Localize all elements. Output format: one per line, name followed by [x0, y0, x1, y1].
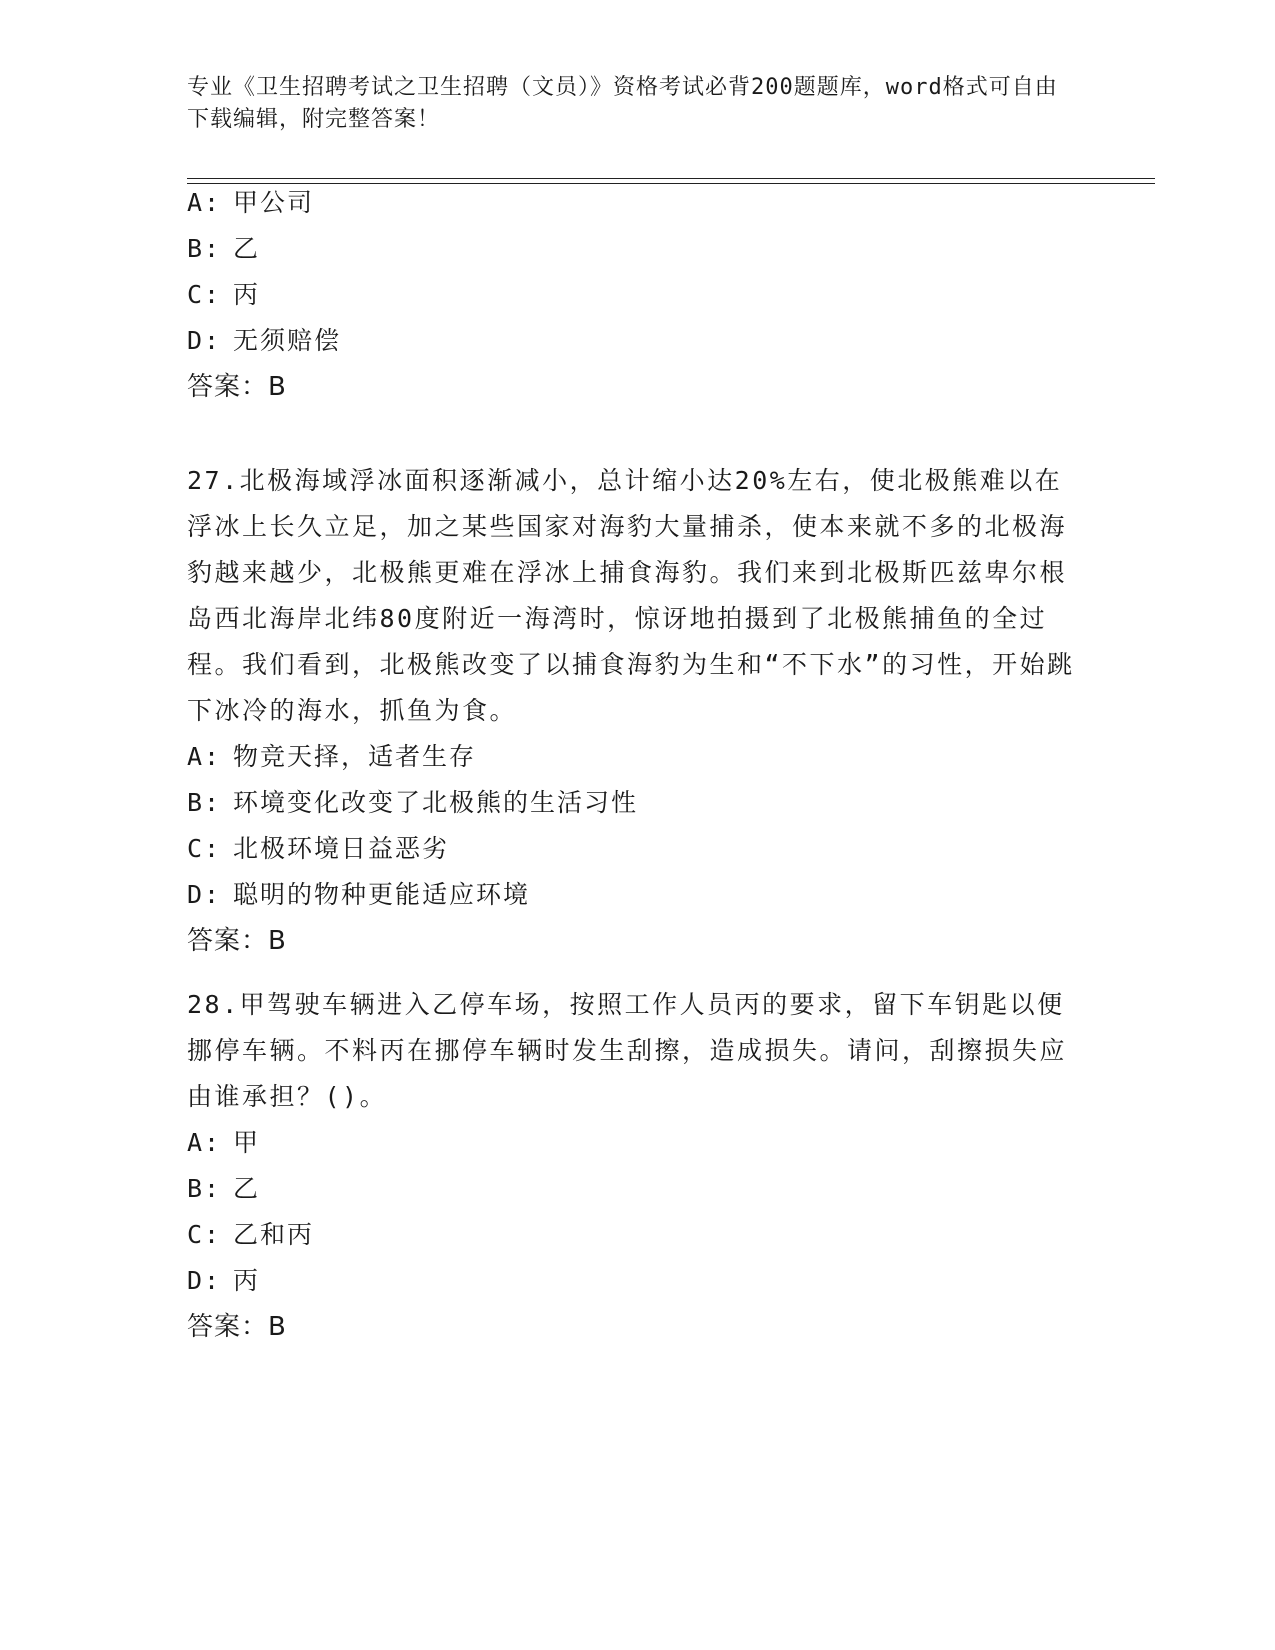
option-text: 乙	[233, 1174, 261, 1203]
option-d	[187, 318, 1087, 364]
option-text: 甲	[233, 1128, 261, 1157]
question-26-remainder	[187, 180, 1087, 410]
option-d	[187, 1258, 1087, 1304]
option-key: A:	[187, 1128, 222, 1157]
option-text: 聪明的物种更能适应环境	[233, 880, 531, 909]
option-key: C:	[187, 834, 222, 863]
option-b	[187, 1166, 1087, 1212]
option-text: 无须赔偿	[233, 326, 342, 355]
option-b	[187, 226, 1087, 272]
option-key: D:	[187, 326, 222, 355]
option-c	[187, 1212, 1087, 1258]
option-key: D:	[187, 880, 222, 909]
option-key: C:	[187, 1220, 222, 1249]
option-c	[187, 826, 1087, 872]
option-d	[187, 872, 1087, 918]
answer-line: 答案：B	[187, 926, 287, 956]
option-c	[187, 272, 1087, 318]
option-key: A:	[187, 742, 222, 771]
option-a	[187, 734, 1087, 780]
question-27	[187, 458, 1087, 964]
question-stem: 28.甲驾驶车辆进入乙停车场，按照工作人员丙的要求，留下车钥匙以便挪停车辆。不料丙在挪停车辆时发生刮擦，造成损失。请问，刮擦损失应由谁承担？()。	[187, 990, 1068, 1111]
option-text: 物竞天择，适者生存	[233, 742, 477, 771]
document-header: 专业《卫生招聘考试之卫生招聘（文员）》资格考试必背200题题库，word格式可自由下载编辑，附完整答案！	[187, 75, 1058, 132]
option-text: 乙和丙	[233, 1220, 315, 1249]
option-text: 北极环境日益恶劣	[233, 834, 450, 863]
option-text: 乙	[233, 234, 261, 263]
option-key: B:	[187, 1174, 222, 1203]
option-key: C:	[187, 280, 222, 309]
option-text: 丙	[233, 280, 261, 309]
option-text: 丙	[233, 1266, 261, 1295]
option-text: 甲公司	[233, 188, 315, 217]
header-divider-top	[187, 178, 1155, 179]
option-key: B:	[187, 788, 222, 817]
option-key: A:	[187, 188, 222, 217]
option-b	[187, 780, 1087, 826]
option-a	[187, 180, 1087, 226]
answer-line: 答案：B	[187, 1312, 287, 1342]
question-stem: 27.北极海域浮冰面积逐渐减小，总计缩小达20%左右，使北极熊难以在浮冰上长久立足，加之某些国家对海豹大量捕杀，使本来就不多的北极海豹越来越少，北极熊更难在浮冰上捕食海豹。我们来到北极斯匹兹卑尔根岛西北海岸北纬80度附近一海湾时，惊讶地拍摄到了北极熊捕鱼的全过程。我们看到，北极熊改变了以捕食海豹为生和“不下水”的习性，开始跳下冰冷的海水，抓鱼为食。	[187, 466, 1075, 725]
question-28	[187, 982, 1087, 1350]
option-key: D:	[187, 1266, 222, 1295]
answer-line: 答案：B	[187, 372, 287, 402]
option-text: 环境变化改变了北极熊的生活习性	[233, 788, 639, 817]
option-a	[187, 1120, 1087, 1166]
option-key: B:	[187, 234, 222, 263]
